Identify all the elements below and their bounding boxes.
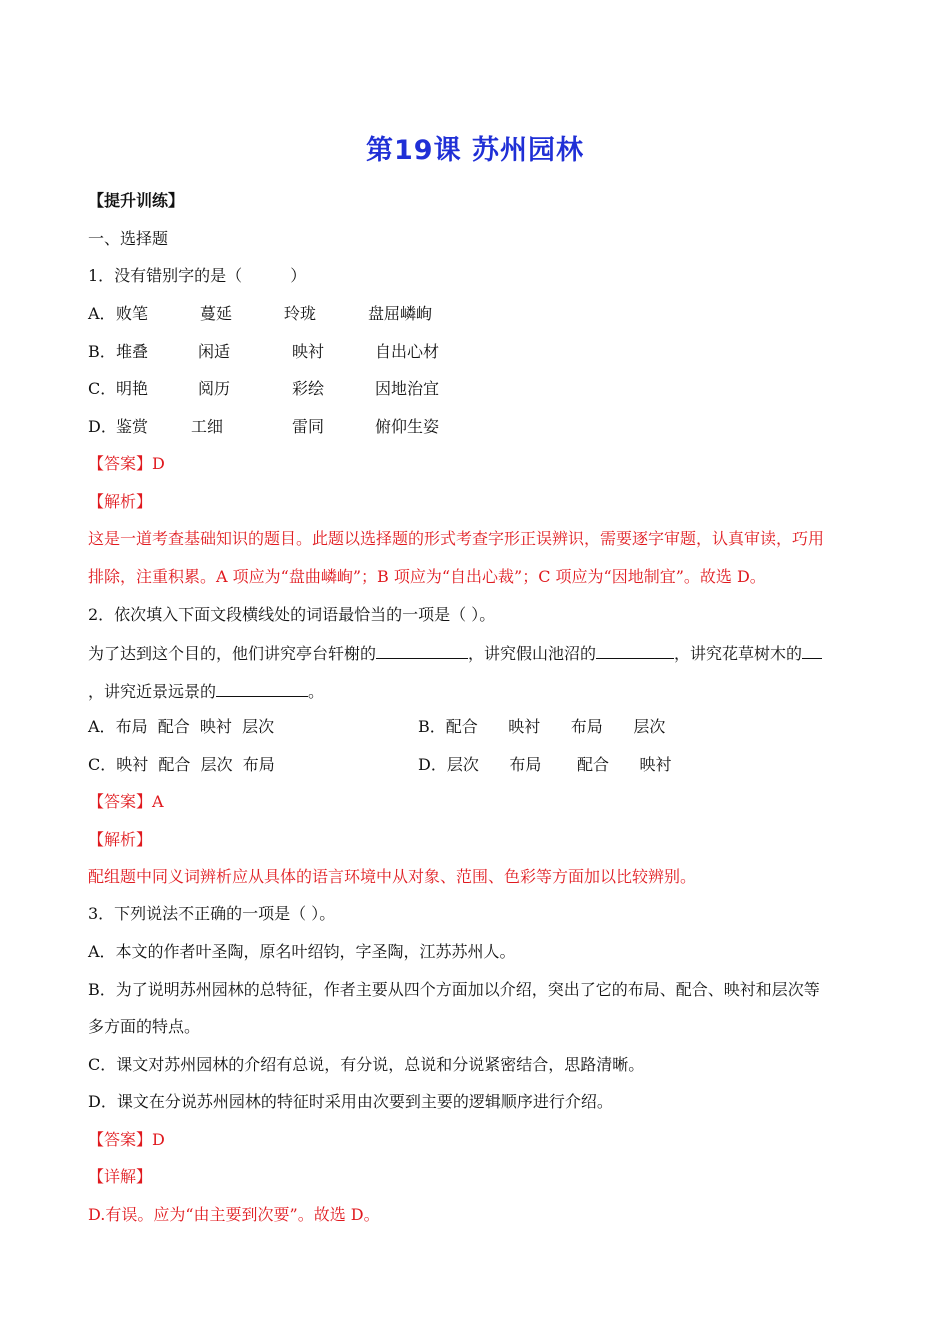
q2-option-d — [418, 754, 671, 776]
q1-option-b-word: 堆叠 — [116, 342, 149, 361]
q2-passage-line — [88, 680, 324, 703]
q3-stem: 3．下列说法不正确的一项是（ ）。 — [88, 904, 336, 923]
fill-blank — [376, 642, 468, 659]
section-heading: 一、选择题 — [88, 229, 169, 248]
q1-option-c-word: 明艳 — [116, 379, 149, 398]
q2-option-a — [88, 716, 274, 738]
q1-option-b-word: 闲适 — [198, 342, 231, 361]
q2-answer: 【答案】A — [88, 792, 164, 811]
q2-option-d-label: D． — [418, 755, 447, 774]
q1-option-d-word: 俯仰生姿 — [375, 417, 440, 436]
page-title: 第19课 苏州园林 — [366, 135, 584, 166]
q3-option-a: A．本文的作者叶圣陶，原名叶绍钧，字圣陶，江苏苏州人。 — [88, 942, 516, 961]
q1-stem-end: ） — [290, 266, 307, 285]
q1-option-b-word: 自出心材 — [375, 342, 440, 361]
q2-passage-text: 。 — [308, 682, 325, 701]
q1-option-c-word: 彩绘 — [292, 379, 325, 398]
q2-option-c-label: C． — [88, 755, 117, 774]
q1-analysis-line: 这是一道考查基础知识的题目。此题以选择题的形式考查字形正误辨识，需要逐字审题，认真审读，巧用 — [88, 529, 825, 548]
q3-detail: D.有误。应为“由主要到次要”。故选 D。 — [88, 1205, 380, 1224]
section-label: 【提升训练】 — [88, 191, 185, 210]
q1-option-b-word: 映衬 — [292, 342, 325, 361]
q1-option-c-word: 因地治宜 — [375, 379, 440, 398]
q2-option-a-text: 布局 配合 映衬 层次 — [115, 717, 275, 736]
q3-detail-label: 【详解】 — [88, 1167, 153, 1186]
fill-blank — [596, 642, 674, 659]
q3-option-b-cont: 多方面的特点。 — [88, 1017, 201, 1036]
q2-passage-text: ，讲究近景远景的 — [88, 682, 217, 701]
fill-blank — [802, 642, 822, 659]
q1-option-a-label: A． — [88, 304, 116, 323]
fill-blank — [216, 680, 308, 697]
q1-option-d-label: D． — [88, 417, 117, 436]
q1-option-d-word: 工细 — [191, 417, 224, 436]
q1-option-c-label: C． — [88, 379, 117, 398]
q2-option-b-text: 配合 映衬 布局 层次 — [445, 717, 666, 736]
q1-option-a-word: 败笔 — [116, 304, 149, 323]
q3-option-b: B．为了说明苏州园林的总特征，作者主要从四个方面加以介绍，突出了它的布局、配合、映衬和层次等 — [88, 980, 820, 999]
q1-option-a-word: 盘屈嶙峋 — [368, 304, 433, 323]
q1-option-b-label: B． — [88, 342, 116, 361]
q1-analysis-line: 排除，注重积累。A 项应为“盘曲嶙峋”；B 项应为“自出心裁”；C 项应为“因地制宜”。故选 D。 — [88, 567, 766, 586]
q2-stem: 2．依次填入下面文段横线处的词语最恰当的一项是（ ）。 — [88, 605, 496, 624]
q2-passage-text: ，讲究假山池沼的 — [468, 644, 597, 663]
q1-option-a-word: 玲珑 — [284, 304, 317, 323]
q2-option-b-label: B． — [418, 717, 446, 736]
q2-passage-text: 为了达到这个目的，他们讲究亭台轩榭的 — [88, 644, 377, 663]
q3-option-d: D．课文在分说苏州园林的特征时采用由次要到主要的逻辑顺序进行介绍。 — [88, 1092, 613, 1111]
q2-option-c — [88, 754, 275, 776]
q1-stem — [88, 265, 306, 287]
q2-analysis-label: 【解析】 — [88, 830, 153, 849]
q1-option-d-word: 鉴赏 — [116, 417, 149, 436]
q3-option-c: C．课文对苏州园林的介绍有总说，有分说，总说和分说紧密结合，思路清晰。 — [88, 1055, 645, 1074]
q1-answer: 【答案】D — [88, 454, 165, 473]
q2-passage-text: ，讲究花草树木的 — [674, 644, 803, 663]
q1-option-c-word: 阅历 — [198, 379, 231, 398]
q2-option-d-text: 层次 布局 配合 映衬 — [446, 755, 672, 774]
q2-option-c-text: 映衬 配合 层次 布局 — [116, 755, 275, 774]
q2-passage-line — [88, 642, 822, 665]
q1-option-a-word: 蔓延 — [200, 304, 233, 323]
q2-option-b — [418, 716, 665, 738]
q3-answer: 【答案】D — [88, 1130, 165, 1149]
q1-option-d-word: 雷同 — [292, 417, 325, 436]
q1-analysis-label: 【解析】 — [88, 492, 153, 511]
q1-stem-text: 1．没有错别字的是（ — [88, 266, 243, 285]
q2-analysis: 配组题中同义词辨析应从具体的语言环境中从对象、范围、色彩等方面加以比较辨别。 — [88, 867, 697, 886]
q2-option-a-label: A． — [88, 717, 116, 736]
